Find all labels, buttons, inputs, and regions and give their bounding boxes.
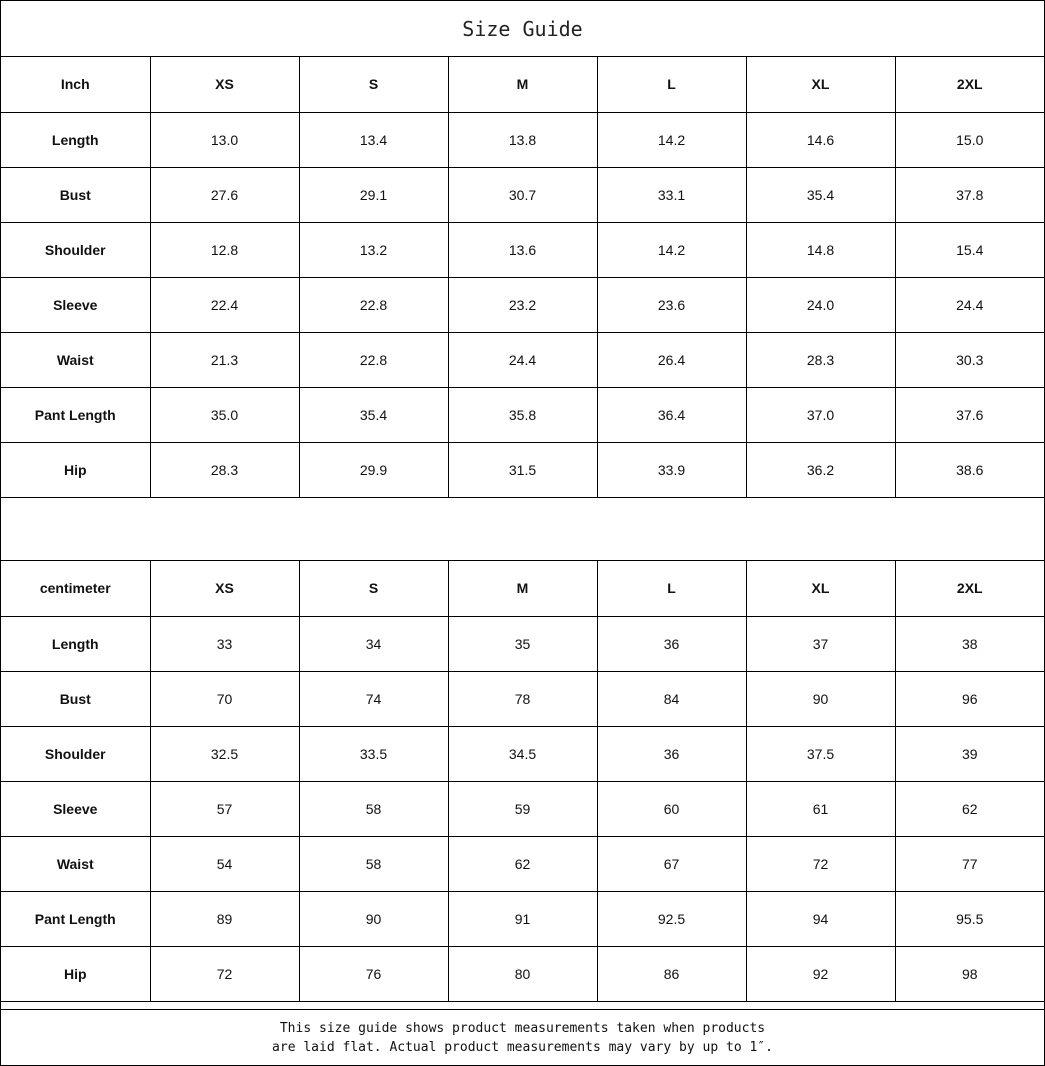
table-cell: 38 (895, 616, 1044, 671)
table-cell: 33 (150, 616, 299, 671)
table-cell: 35.4 (299, 387, 448, 442)
size-header: M (448, 57, 597, 112)
table-cell: 36.4 (597, 387, 746, 442)
table-cell: 70 (150, 671, 299, 726)
measurement-note (1, 1009, 1044, 1065)
table-cell: 38.6 (895, 442, 1044, 497)
table-cell: 31.5 (448, 442, 597, 497)
size-header: XS (150, 57, 299, 112)
table-cell: 57 (150, 781, 299, 836)
table-cell: 36 (597, 616, 746, 671)
size-header: 2XL (895, 561, 1044, 616)
size-header: XL (746, 561, 895, 616)
table-cell: 21.3 (150, 332, 299, 387)
table-row (1, 222, 1044, 277)
size-header: XS (150, 561, 299, 616)
table-cell: 59 (448, 781, 597, 836)
table-cell: 58 (299, 836, 448, 891)
size-header: M (448, 561, 597, 616)
row-label: Sleeve (1, 781, 150, 836)
size-header: S (299, 561, 448, 616)
size-header: L (597, 57, 746, 112)
row-label: Shoulder (1, 726, 150, 781)
table-row (1, 387, 1044, 442)
table-cell: 22.8 (299, 332, 448, 387)
row-label: Bust (1, 671, 150, 726)
size-header: XL (746, 57, 895, 112)
table-cell: 30.7 (448, 167, 597, 222)
table-cell: 23.2 (448, 277, 597, 332)
table-cell: 35 (448, 616, 597, 671)
table-cell: 96 (895, 671, 1044, 726)
table-cell: 13.0 (150, 112, 299, 167)
table-cell: 33.5 (299, 726, 448, 781)
row-label: Hip (1, 442, 150, 497)
table-cell: 14.6 (746, 112, 895, 167)
table-cell: 35.8 (448, 387, 597, 442)
table-cell: 62 (448, 836, 597, 891)
inch-size-table (1, 57, 1044, 498)
table-cell: 13.4 (299, 112, 448, 167)
table-cell: 28.3 (150, 442, 299, 497)
header-row (1, 561, 1044, 616)
table-cell: 36 (597, 726, 746, 781)
table-cell: 80 (448, 946, 597, 1001)
table-cell: 12.8 (150, 222, 299, 277)
note-line-2: are laid flat. Actual product measurements may vary by up to 1″. (272, 1039, 773, 1055)
table-cell: 24.4 (895, 277, 1044, 332)
table-cell: 35.4 (746, 167, 895, 222)
table-cell: 36.2 (746, 442, 895, 497)
table-cell: 37 (746, 616, 895, 671)
row-label: Waist (1, 332, 150, 387)
table-cell: 84 (597, 671, 746, 726)
table-cell: 28.3 (746, 332, 895, 387)
table-cell: 92.5 (597, 891, 746, 946)
centimeter-size-table (1, 561, 1044, 1002)
table-cell: 33.1 (597, 167, 746, 222)
note-line-1: This size guide shows product measurements taken when products (279, 1020, 766, 1036)
table-cell: 13.8 (448, 112, 597, 167)
table-cell: 29.1 (299, 167, 448, 222)
table-row (1, 167, 1044, 222)
unit-header: Inch (1, 57, 150, 112)
table-cell: 15.0 (895, 112, 1044, 167)
table-cell: 30.3 (895, 332, 1044, 387)
row-label: Pant Length (1, 387, 150, 442)
table-row (1, 781, 1044, 836)
row-label: Pant Length (1, 891, 150, 946)
table-cell: 37.6 (895, 387, 1044, 442)
table-cell: 90 (746, 671, 895, 726)
table-cell: 29.9 (299, 442, 448, 497)
header-row (1, 57, 1044, 112)
table-cell: 54 (150, 836, 299, 891)
table-cell: 72 (150, 946, 299, 1001)
page-title: Size Guide (1, 1, 1044, 57)
table-spacer (1, 505, 1044, 561)
table-cell: 37.5 (746, 726, 895, 781)
table-cell: 78 (448, 671, 597, 726)
table-cell: 34.5 (448, 726, 597, 781)
table-cell: 90 (299, 891, 448, 946)
table-cell: 61 (746, 781, 895, 836)
table-cell: 22.8 (299, 277, 448, 332)
table-row (1, 442, 1044, 497)
table-cell: 39 (895, 726, 1044, 781)
table-row (1, 946, 1044, 1001)
table-row (1, 277, 1044, 332)
table-row (1, 332, 1044, 387)
table-cell: 98 (895, 946, 1044, 1001)
row-label: Waist (1, 836, 150, 891)
table-cell: 86 (597, 946, 746, 1001)
row-label: Hip (1, 946, 150, 1001)
table-cell: 34 (299, 616, 448, 671)
table-cell: 22.4 (150, 277, 299, 332)
table-cell: 13.2 (299, 222, 448, 277)
size-header: L (597, 561, 746, 616)
row-label: Length (1, 616, 150, 671)
table-cell: 92 (746, 946, 895, 1001)
size-header: 2XL (895, 57, 1044, 112)
table-cell: 76 (299, 946, 448, 1001)
table-cell: 23.6 (597, 277, 746, 332)
row-label: Bust (1, 167, 150, 222)
table-row (1, 836, 1044, 891)
table-row (1, 891, 1044, 946)
table-cell: 94 (746, 891, 895, 946)
table-cell: 14.8 (746, 222, 895, 277)
table-cell: 26.4 (597, 332, 746, 387)
table-cell: 58 (299, 781, 448, 836)
table-cell: 14.2 (597, 112, 746, 167)
table-cell: 67 (597, 836, 746, 891)
table-cell: 13.6 (448, 222, 597, 277)
unit-header: centimeter (1, 561, 150, 616)
table-cell: 89 (150, 891, 299, 946)
table-cell: 27.6 (150, 167, 299, 222)
table-cell: 14.2 (597, 222, 746, 277)
table-row (1, 671, 1044, 726)
table-cell: 95.5 (895, 891, 1044, 946)
table-cell: 74 (299, 671, 448, 726)
table-cell: 24.4 (448, 332, 597, 387)
table-cell: 32.5 (150, 726, 299, 781)
table-cell: 60 (597, 781, 746, 836)
table-row (1, 726, 1044, 781)
table-cell: 35.0 (150, 387, 299, 442)
table-cell: 77 (895, 836, 1044, 891)
size-header: S (299, 57, 448, 112)
table-row (1, 112, 1044, 167)
row-label: Sleeve (1, 277, 150, 332)
table-cell: 91 (448, 891, 597, 946)
table-cell: 37.0 (746, 387, 895, 442)
table-cell: 33.9 (597, 442, 746, 497)
table-cell: 72 (746, 836, 895, 891)
table-row (1, 616, 1044, 671)
table-cell: 37.8 (895, 167, 1044, 222)
row-label: Length (1, 112, 150, 167)
table-cell: 62 (895, 781, 1044, 836)
row-label: Shoulder (1, 222, 150, 277)
table-cell: 24.0 (746, 277, 895, 332)
table-cell: 15.4 (895, 222, 1044, 277)
